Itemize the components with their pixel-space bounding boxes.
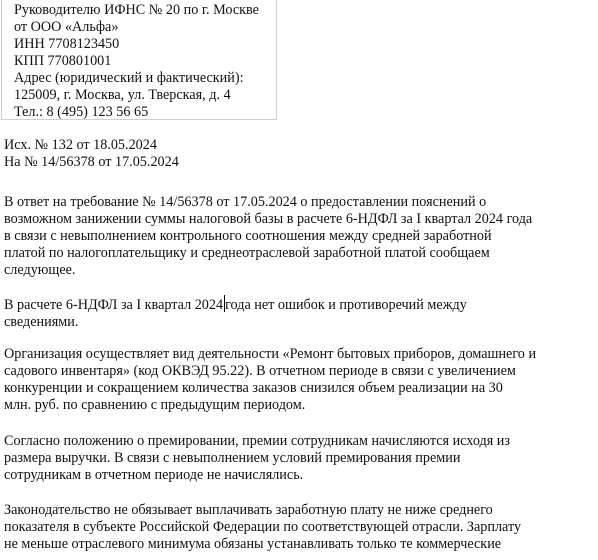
paragraph-no-errors[interactable] [4, 295, 596, 331]
text-line-with-caret [4, 295, 596, 314]
text-after-caret: года нет ошибок и противоречий между [225, 297, 467, 313]
paragraph-response-intro[interactable] [4, 194, 596, 279]
address-label-line: Адрес (юридический и фактический): [14, 70, 244, 86]
text-line: сотрудникам в отчетном периоде не начислялись. [4, 467, 304, 483]
text-line: в связи с невыполнением контрольного соотношения между средней заработной [4, 228, 492, 244]
text-line: Согласно положению о премировании, премии сотрудникам начисляются исходя из [4, 433, 511, 449]
recipient-line: Руководителю ИФНС № 20 по г. Москве [14, 2, 259, 18]
recipient-address-box [1, 0, 277, 120]
paragraph-activity[interactable] [4, 346, 596, 414]
text-line: Организация осуществляет вид деятельности «Ремонт бытовых приборов, домашнего и [4, 346, 537, 362]
in-reply-to: На № 14/56378 от 17.05.2024 [4, 154, 179, 170]
text-before-caret: В расчете 6-НДФЛ за I квартал 2024 [4, 297, 224, 313]
text-line: не меньше отраслевого минимума обязаны устанавливать только те коммерческие [4, 536, 502, 552]
address-line: 125009, г. Москва, ул. Тверская, д. 4 [14, 87, 231, 103]
inn-line: ИНН 7708123450 [14, 36, 120, 52]
recipient-address-lines [14, 2, 259, 121]
text-line: Законодательство не обязывает выплачивать заработную плату не ниже среднего [4, 502, 493, 518]
kpp-line: КПП 770801001 [14, 53, 112, 69]
phone-line: Тел.: 8 (495) 123 56 65 [14, 104, 149, 120]
outgoing-number: Исх. № 132 от 18.05.2024 [4, 137, 157, 153]
text-line: садового инвентаря» (код ОКВЭД 95.22). В отчетном периоде в связи с увеличением [4, 363, 516, 379]
text-line: возможном занижении суммы налоговой базы в расчете 6-НДФЛ за I квартал 2024 года [4, 211, 533, 227]
text-line: конкуренции и сокращением количества заказов снизился объем реализации на 30 [4, 380, 503, 396]
sender-line: от ООО «Альфа» [14, 19, 119, 35]
text-line: размера выручки. В связи с невыполнением условий премирования премии [4, 450, 461, 466]
text-line: платой по налогоплательщику и среднеотраслевой заработной платой сообщаем [4, 245, 490, 261]
paragraph-bonuses[interactable] [4, 433, 596, 484]
text-line: следующее. [4, 262, 76, 278]
text-line: сведениями. [4, 314, 79, 330]
text-line: млн. руб. по сравнению с предыдущим периодом. [4, 397, 306, 413]
reference-block [4, 137, 179, 171]
text-line: показателя в субъекте Российской Федерации по соответствующей отрасли. Зарплату [4, 519, 522, 535]
paragraph-legislation[interactable] [4, 502, 596, 553]
text-line: В ответ на требование № 14/56378 от 17.05.2024 о предоставлении пояснений о [4, 194, 487, 210]
